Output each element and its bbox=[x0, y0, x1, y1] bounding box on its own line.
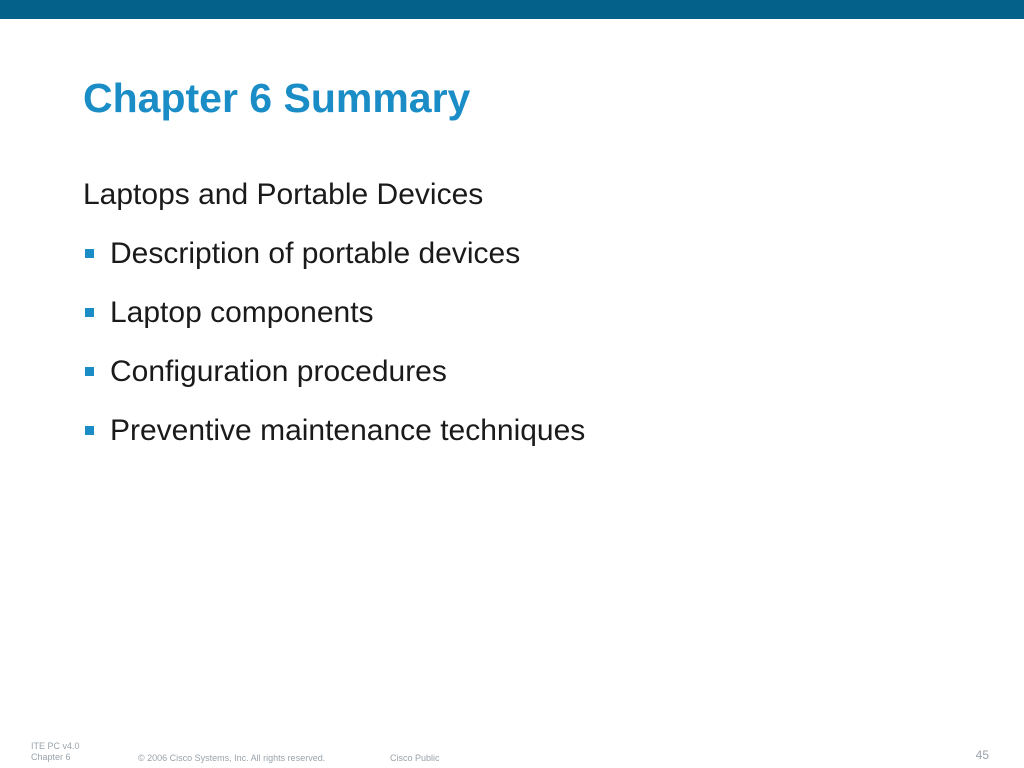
bullet-text: Configuration procedures bbox=[110, 355, 447, 388]
bullet-item-portable-devices bbox=[83, 233, 983, 275]
section-subheading: Laptops and Portable Devices bbox=[83, 178, 484, 211]
top-banner-bar bbox=[0, 0, 1024, 19]
footer-course-info bbox=[31, 741, 80, 763]
bullet-item-configuration bbox=[83, 351, 983, 393]
page-number: 45 bbox=[975, 748, 989, 762]
square-bullet-icon bbox=[85, 308, 94, 317]
bullet-item-maintenance bbox=[83, 410, 983, 452]
slide-title: Chapter 6 Summary bbox=[83, 75, 471, 121]
bullet-list bbox=[83, 233, 983, 452]
bullet-text: Laptop components bbox=[110, 296, 374, 329]
square-bullet-icon bbox=[85, 367, 94, 376]
footer-chapter: Chapter 6 bbox=[31, 752, 71, 762]
footer-copyright: © 2006 Cisco Systems, Inc. All rights reserved. bbox=[138, 753, 326, 763]
bullet-text: Preventive maintenance techniques bbox=[110, 414, 586, 447]
bullet-text: Description of portable devices bbox=[110, 237, 521, 270]
bullet-item-laptop-components bbox=[83, 292, 983, 334]
footer-classification: Cisco Public bbox=[390, 753, 440, 763]
square-bullet-icon bbox=[85, 426, 94, 435]
slide-content bbox=[83, 174, 983, 469]
footer-course-name: ITE PC v4.0 bbox=[31, 741, 80, 751]
square-bullet-icon bbox=[85, 249, 94, 258]
slide-footer bbox=[0, 738, 1024, 768]
